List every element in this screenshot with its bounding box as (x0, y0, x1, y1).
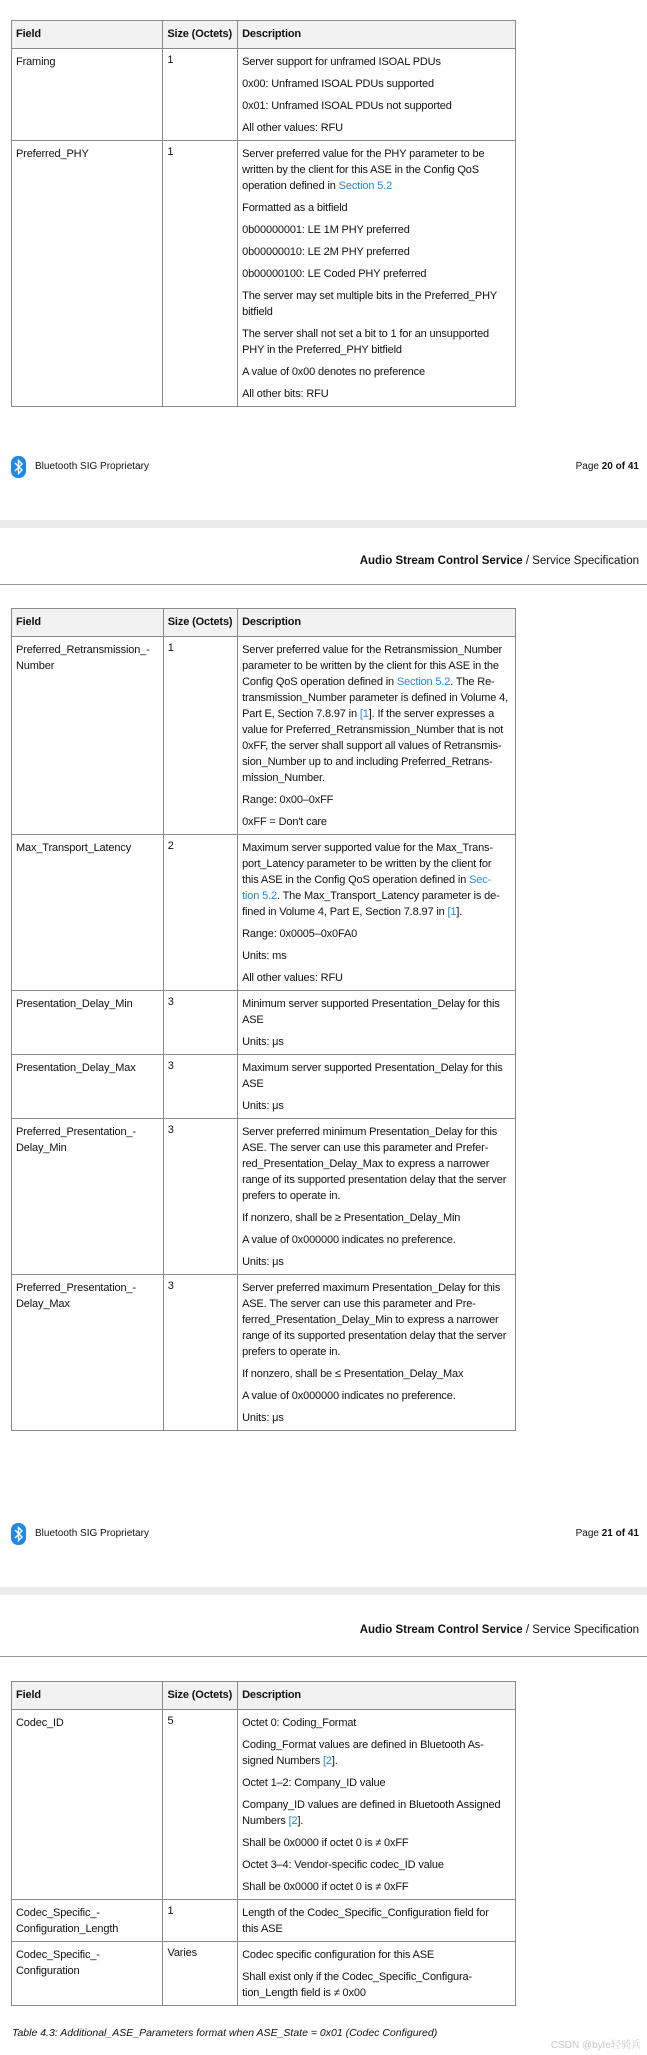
header-subtitle: / Service Specification (522, 1624, 639, 1636)
text-line: 0x00: Unframed ISOAL PDUs supported (242, 78, 434, 90)
description-cell (238, 1942, 516, 2006)
page-20 (0, 0, 647, 520)
size-cell: 3 (163, 1275, 237, 1431)
text-line: 0b00000010: LE 2M PHY preferred (242, 246, 410, 258)
description-paragraph (242, 1737, 511, 1769)
text-line: tion_Length field is ≠ 0x00 (242, 1987, 366, 1999)
table-row (12, 1275, 516, 1431)
description-cell (238, 1119, 516, 1275)
description-cell (238, 1900, 516, 1942)
text-line (242, 872, 511, 888)
text-segment: Part E, Section 7.8.97 in (242, 708, 360, 720)
field-cell (12, 1942, 163, 2006)
table-row (12, 141, 516, 407)
description-paragraph (242, 98, 511, 114)
description-paragraph (242, 386, 511, 402)
page-of: of (612, 461, 628, 472)
watermark: CSDN @byte轻骑兵 (550, 2040, 641, 2051)
description-paragraph (242, 1797, 511, 1829)
text-segment: . The Re- (450, 676, 495, 688)
page-of: of (612, 1528, 628, 1539)
bluetooth-logo-icon (11, 1523, 26, 1545)
table-header-row (12, 21, 516, 49)
page-22 (0, 1595, 647, 2055)
text-line: Units: ms (242, 950, 287, 962)
text-line: written by the client for this ASE in the Config QoS (242, 164, 479, 176)
text-line: PHY in the Preferred_PHY bitfield (242, 344, 402, 356)
description-paragraph (242, 1947, 511, 1963)
table-row (12, 1119, 516, 1275)
parameters-table (11, 608, 516, 1431)
description-paragraph (242, 222, 511, 238)
description-paragraph (242, 1388, 511, 1404)
text-line: 0b00000100: LE Coded PHY preferred (242, 268, 427, 280)
text-line: All other values: RFU (242, 972, 343, 984)
description-paragraph (242, 364, 511, 380)
text-line: transmission_Number parameter is defined in Volume 4, (242, 692, 509, 704)
text-line: 0xFF = Don't care (242, 816, 327, 828)
header-rule (0, 1656, 647, 1657)
text-line: A value of 0x000000 indicates no preference. (242, 1234, 456, 1246)
description-paragraph (242, 1879, 511, 1895)
text-line: Preferred_Presentation_- (16, 1126, 136, 1138)
text-line: Max_Transport_Latency (16, 842, 132, 854)
field-cell (12, 49, 163, 141)
text-line: 0b00000001: LE 1M PHY preferred (242, 224, 410, 236)
description-paragraph (242, 926, 511, 942)
text-line (242, 904, 511, 920)
text-line: Preferred_Retransmission_- (16, 644, 150, 656)
text-line (242, 1753, 511, 1769)
text-line: A value of 0x00 denotes no preference (242, 366, 425, 378)
table-header-row (12, 1682, 516, 1710)
description-paragraph (242, 1210, 511, 1226)
text-line: Delay_Max (16, 1298, 70, 1310)
text-line: 0x01: Unframed ISOAL PDUs not supported (242, 100, 452, 112)
text-line: Maximum server supported Presentation_Delay for this (242, 1062, 503, 1074)
text-segment: Config QoS operation defined in (242, 676, 397, 688)
page-footer (11, 456, 639, 478)
header-title: Audio Stream Control Service (359, 555, 523, 567)
text-line: Range: 0x0005–0x0FA0 (242, 928, 358, 940)
text-line: Units: μs (242, 1256, 284, 1268)
description-paragraph (242, 642, 511, 786)
table-row (12, 835, 516, 991)
text-line: Preferred_Presentation_- (16, 1282, 136, 1294)
text-line: Company_ID values are defined in Bluetooth Assigned (242, 1799, 501, 1811)
description-paragraph (242, 814, 511, 830)
reference-link[interactable]: Section 5.2 (396, 676, 451, 688)
text-line: Maximum server supported value for the Max_Trans- (242, 842, 493, 854)
text-line: Shall be 0x0000 if octet 0 is ≠ 0xFF (242, 1881, 409, 1893)
text-line: Units: μs (242, 1412, 284, 1424)
text-line: The server shall not set a bit to 1 for an unsupported (242, 328, 490, 340)
description-paragraph (242, 1254, 511, 1270)
text-line: The server may set multiple bits in the Preferred_PHY (242, 290, 498, 302)
text-line: Codec_ID (16, 1717, 64, 1729)
text-line: Shall exist only if the Codec_Specific_Configura- (242, 1971, 473, 1983)
field-cell (12, 1119, 164, 1275)
text-line: port_Latency parameter to be written by the client for (242, 858, 492, 870)
description-cell (238, 1710, 516, 1900)
size-cell: 1 (163, 49, 238, 141)
text-line: Configuration (16, 1965, 80, 1977)
size-cell: Varies (163, 1942, 238, 2006)
text-line: Configuration_Length (16, 1923, 119, 1935)
description-paragraph (242, 1366, 511, 1382)
footer-proprietary: Bluetooth SIG Proprietary (35, 1528, 149, 1539)
text-line: prefers to operate in. (242, 1346, 341, 1358)
text-line: sion_Number up to and including Preferred_Retrans- (242, 756, 493, 768)
table-row (12, 637, 516, 835)
text-line: Octet 1–2: Company_ID value (242, 1777, 386, 1789)
header-title: Audio Stream Control Service (359, 1624, 523, 1636)
description-paragraph (242, 1232, 511, 1248)
parameters-table (11, 20, 516, 407)
size-cell: 3 (163, 1119, 237, 1275)
description-paragraph (242, 326, 511, 358)
text-line: ASE. The server can use this parameter and Pre- (242, 1298, 476, 1310)
text-line: Framing (16, 56, 56, 68)
description-paragraph (242, 76, 511, 92)
field-cell (12, 1055, 164, 1119)
description-cell (238, 1055, 516, 1119)
text-line: this ASE (242, 1923, 283, 1935)
text-line: If nonzero, shall be ≥ Presentation_Delay_Min (242, 1212, 461, 1224)
text-line: range of its supported presentation delay that the server (242, 1174, 507, 1186)
text-line: Formatted as a bitfield (242, 202, 348, 214)
text-line: Length of the Codec_Specific_Configuration field for (242, 1907, 489, 1919)
field-cell (12, 141, 163, 407)
text-line: parameter to be written by the client for this ASE in the (242, 660, 499, 672)
description-cell (238, 141, 516, 407)
table-row (12, 1900, 516, 1942)
text-line: Presentation_Delay_Max (16, 1062, 136, 1074)
description-paragraph (242, 996, 511, 1028)
column-header-field: Field (12, 1682, 163, 1710)
description-paragraph (242, 948, 511, 964)
column-header-size: Size (Octets) (163, 609, 237, 637)
reference-link[interactable]: [2 (288, 1815, 298, 1827)
text-segment: this ASE in the Config QoS operation defined in (242, 874, 470, 886)
description-paragraph (242, 1715, 511, 1731)
field-cell (12, 1710, 163, 1900)
text-line: Server preferred maximum Presentation_Delay for this (242, 1282, 501, 1294)
footer-proprietary: Bluetooth SIG Proprietary (35, 461, 149, 472)
field-cell (12, 637, 164, 835)
reference-link[interactable]: [1 (359, 708, 369, 720)
field-cell (12, 1275, 164, 1431)
text-line: Coding_Format values are defined in Bluetooth As- (242, 1739, 484, 1751)
text-line: ASE (242, 1014, 264, 1026)
description-paragraph (242, 1410, 511, 1426)
text-line: Range: 0x00–0xFF (242, 794, 334, 806)
text-line: 0xFF, the server shall support all values of Retransmis- (242, 740, 502, 752)
column-header-size: Size (Octets) (163, 1682, 238, 1710)
text-line: All other values: RFU (242, 122, 343, 134)
text-line: Presentation_Delay_Min (16, 998, 133, 1010)
text-line: Codec_Specific_- (16, 1949, 100, 1961)
column-header-description: Description (238, 609, 516, 637)
text-line (242, 674, 511, 690)
text-line: A value of 0x000000 indicates no preference. (242, 1390, 456, 1402)
description-paragraph (242, 1034, 511, 1050)
text-line: Server preferred value for the Retransmission_Number (242, 644, 503, 656)
page-number (576, 461, 639, 472)
text-line: ASE (242, 1078, 264, 1090)
text-line: value for Preferred_Retransmission_Number that is not (242, 724, 504, 736)
text-line: mission_Number. (242, 772, 325, 784)
table-row (12, 1942, 516, 2006)
text-line: Server preferred value for the PHY parameter to be (242, 148, 485, 160)
description-paragraph (242, 266, 511, 282)
text-line: Octet 3–4: Vendor-specific codec_ID value (242, 1859, 444, 1871)
header-subtitle: / Service Specification (522, 555, 639, 567)
text-line (242, 178, 511, 194)
size-cell: 2 (163, 835, 237, 991)
description-paragraph (242, 1060, 511, 1092)
text-line: Server preferred minimum Presentation_Delay for this (242, 1126, 498, 1138)
size-cell: 1 (163, 141, 238, 407)
table-row (12, 1710, 516, 1900)
size-cell: 5 (163, 1710, 238, 1900)
text-line: ASE. The server can use this parameter and Prefer- (242, 1142, 489, 1154)
description-cell (238, 49, 516, 141)
reference-link[interactable]: [1 (447, 906, 457, 918)
text-line: prefers to operate in. (242, 1190, 341, 1202)
text-segment: . The Max_Transport_Latency parameter is de- (276, 890, 500, 902)
text-segment: Numbers (242, 1815, 289, 1827)
description-cell (238, 835, 516, 991)
text-segment: ]. (297, 1815, 304, 1827)
table-caption: Table 4.3: Additional_ASE_Parameters format when ASE_State = 0x01 (Codec Configured) (12, 2027, 438, 2039)
table-header-row (12, 609, 516, 637)
description-paragraph (242, 1098, 511, 1114)
running-header (360, 555, 639, 567)
description-paragraph (242, 1280, 511, 1360)
description-paragraph (242, 1857, 511, 1873)
text-segment: ]. If the server expresses a (368, 708, 495, 720)
description-cell (238, 637, 516, 835)
description-paragraph (242, 970, 511, 986)
text-line: Codec specific configuration for this ASE (242, 1949, 435, 1961)
description-paragraph (242, 288, 511, 320)
size-cell: 1 (163, 1900, 238, 1942)
text-line: Units: μs (242, 1036, 284, 1048)
page-footer (11, 1523, 639, 1545)
page-separator (0, 520, 647, 528)
page-label: Page (575, 461, 602, 472)
description-paragraph (242, 1969, 511, 2001)
table-row (12, 1055, 516, 1119)
text-line: Delay_Min (16, 1142, 67, 1154)
page-total: 41 (627, 461, 639, 472)
text-line: Minimum server supported Presentation_Delay for this (242, 998, 500, 1010)
parameters-table (11, 1681, 516, 2006)
header-rule (0, 584, 647, 585)
description-cell (238, 1275, 516, 1431)
field-cell (12, 1900, 163, 1942)
reference-link[interactable]: [2 (323, 1755, 332, 1767)
text-line: Server support for unframed ISOAL PDUs (242, 56, 441, 68)
text-line: Number (16, 660, 55, 672)
description-paragraph (242, 244, 511, 260)
bluetooth-logo-icon (11, 456, 26, 478)
text-line: If nonzero, shall be ≤ Presentation_Delay_Max (242, 1368, 464, 1380)
page-separator (0, 1587, 647, 1595)
text-line: Preferred_PHY (16, 148, 89, 160)
running-header (360, 1624, 639, 1636)
column-header-size: Size (Octets) (163, 21, 238, 49)
column-header-field: Field (12, 609, 164, 637)
description-paragraph (242, 146, 511, 194)
text-line: Shall be 0x0000 if octet 0 is ≠ 0xFF (242, 1837, 409, 1849)
text-line: range of its supported presentation delay that the server (242, 1330, 507, 1342)
text-line: Codec_Specific_- (16, 1907, 100, 1919)
description-paragraph (242, 1905, 511, 1937)
text-segment: ]. (456, 906, 463, 918)
reference-link[interactable]: Sec- (469, 874, 492, 886)
reference-link[interactable]: tion 5.2 (242, 890, 277, 902)
field-cell (12, 991, 164, 1055)
text-line: red_Presentation_Delay_Max to express a narrower (242, 1158, 490, 1170)
description-paragraph (242, 1835, 511, 1851)
description-paragraph (242, 792, 511, 808)
page-number (576, 1528, 639, 1539)
field-cell (12, 835, 164, 991)
column-header-description: Description (238, 1682, 516, 1710)
text-line: ferred_Presentation_Delay_Min to express a narrower (242, 1314, 499, 1326)
text-line: bitfield (242, 306, 273, 318)
page-label: Page (575, 1528, 602, 1539)
column-header-description: Description (238, 21, 516, 49)
text-line (242, 1813, 511, 1829)
size-cell: 3 (163, 1055, 237, 1119)
page-current: 21 (601, 1528, 613, 1539)
table-row (12, 49, 516, 141)
column-header-field: Field (12, 21, 163, 49)
size-cell: 3 (163, 991, 237, 1055)
text-segment: fined in Volume 4, Part E, Section 7.8.97 in (242, 906, 448, 918)
description-paragraph (242, 120, 511, 136)
description-cell (238, 991, 516, 1055)
description-paragraph (242, 54, 511, 70)
description-paragraph (242, 1124, 511, 1204)
text-segment: ]. (331, 1755, 338, 1767)
description-paragraph (242, 840, 511, 920)
text-line: Units: μs (242, 1100, 284, 1112)
text-line (242, 706, 511, 722)
text-segment: signed Numbers (242, 1755, 324, 1767)
page-total: 41 (627, 1528, 639, 1539)
text-line (242, 888, 511, 904)
text-segment: operation defined in (242, 180, 339, 192)
description-paragraph (242, 1775, 511, 1791)
page-current: 20 (601, 461, 613, 472)
reference-link[interactable]: Section 5.2 (338, 180, 393, 192)
text-line: All other bits: RFU (242, 388, 329, 400)
table-row (12, 991, 516, 1055)
page-21 (0, 528, 647, 1587)
text-line: Octet 0: Coding_Format (242, 1717, 357, 1729)
size-cell: 1 (163, 637, 237, 835)
description-paragraph (242, 200, 511, 216)
